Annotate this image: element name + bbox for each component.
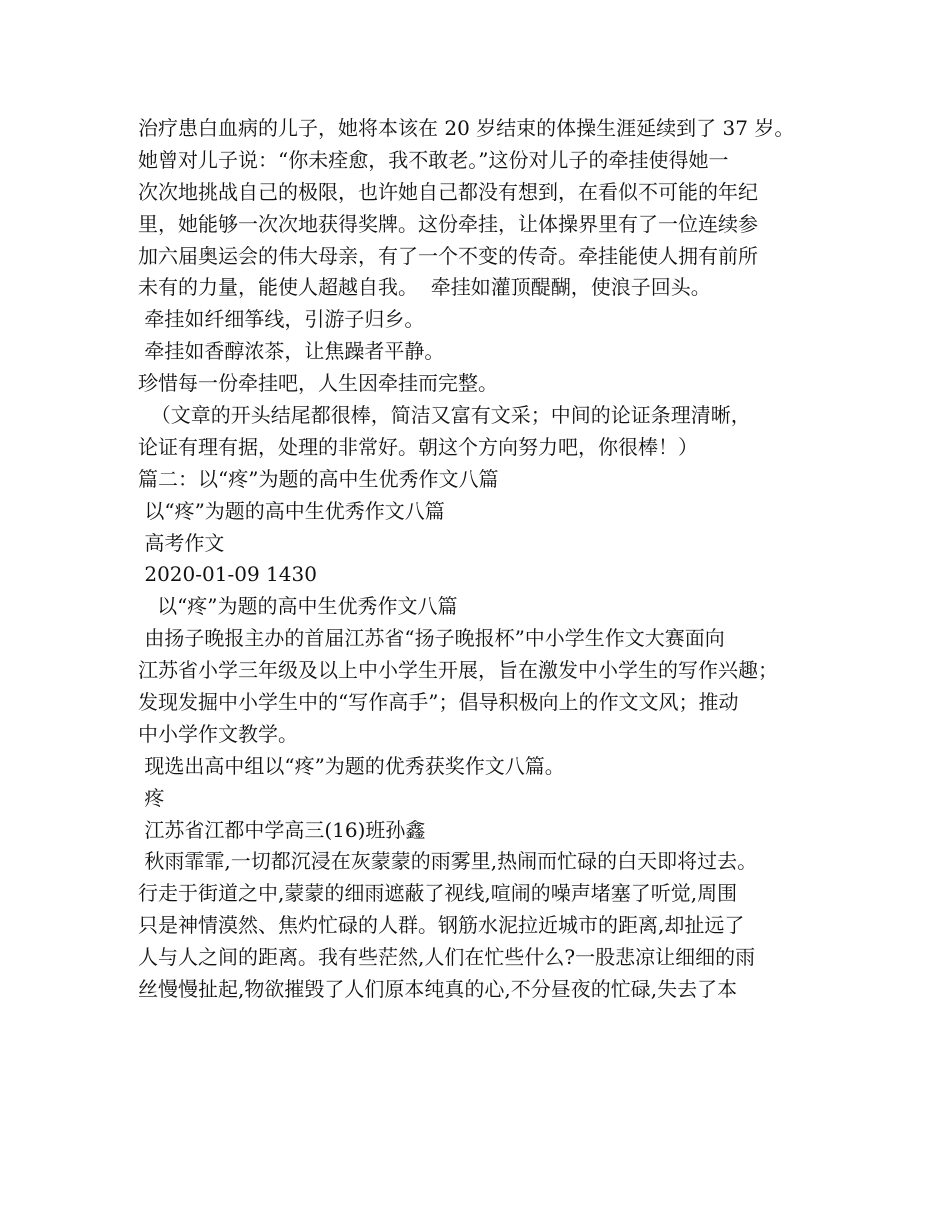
text-line: 秋雨霏霏,一切都沉浸在灰蒙蒙的雨雾里,热闹而忙碌的白天即将过去。: [138, 849, 758, 874]
text-line: 高考作文: [138, 530, 225, 555]
essay-author: 江苏省江都中学高三(16)班孙鑫: [138, 817, 426, 842]
text-line: 未有的力量，能使人超越自我。 牵挂如灌顶醍醐，使浪子回头。: [138, 275, 711, 300]
text-line: 以“疼”为题的高中生优秀作文八篇: [138, 594, 458, 619]
text-line: 加六届奥运会的伟大母亲，有了一个不变的传奇。牵挂能使人拥有前所: [138, 243, 758, 268]
text-line: 论证有理有据，处理的非常好。朝这个方向努力吧，你很棒！）: [138, 434, 698, 459]
essay-title: 疼: [138, 785, 165, 810]
text-line: 现选出高中组以“疼”为题的优秀获奖作文八篇。: [138, 753, 565, 778]
text-line: 中小学作文教学。: [138, 721, 298, 746]
text-line: 珍惜每一份牵挂吧，人生因牵挂而完整。: [138, 371, 498, 396]
text-line: 次次地挑战自己的极限，也许她自己都没有想到，在看似不可能的年纪: [138, 179, 758, 204]
text-line: 里，她能够一次次地获得奖牌。这份牵挂，让体操界里有了一位连续参: [138, 211, 758, 236]
text-line: 以“疼”为题的高中生优秀作文八篇: [138, 498, 445, 523]
text-line: 丝慢慢扯起,物欲摧毁了人们原本纯真的心,不分昼夜的忙碌,失去了本: [138, 977, 738, 1002]
text-line: （文章的开头结尾都很棒，简洁又富有文采；中间的论证条理清晰，: [138, 403, 751, 428]
text-line: 人与人之间的距离。我有些茫然,人们在忙些什么?一股悲凉让细细的雨: [138, 945, 756, 970]
text-line: 牵挂如纤细筝线，引游子归乡。: [138, 307, 425, 332]
text-line: 她曾对儿子说：“你未痊愈，我不敢老。”这份对儿子的牵挂使得她一: [138, 147, 729, 172]
document-body: [138, 113, 828, 1006]
text-line: 发现发掘中小学生中的“写作高手”；倡导积极向上的作文文风；推动: [138, 690, 739, 715]
text-line: 2020-01-09 1430: [138, 562, 317, 587]
section-heading: 篇二：以“疼”为题的高中生优秀作文八篇: [138, 466, 499, 491]
text-line: 江苏省小学三年级及以上中小学生开展，旨在激发中小学生的写作兴趣；: [138, 658, 778, 683]
text-line: 由扬子晚报主办的首届江苏省“扬子晚报杯”中小学生作文大赛面向: [138, 626, 725, 651]
text-line: 牵挂如香醇浓茶，让焦躁者平静。: [138, 339, 445, 364]
text-line: 只是神情漠然、焦灼忙碌的人群。钢筋水泥拉近城市的距离,却扯远了: [138, 913, 745, 938]
text-line: 行走于街道之中,蒙蒙的细雨遮蔽了视线,喧闹的噪声堵塞了听觉,周围: [138, 881, 738, 906]
text-line: 治疗患白血病的儿子，她将本该在 20 岁结束的体操生涯延续到了 37 岁。: [138, 116, 795, 140]
